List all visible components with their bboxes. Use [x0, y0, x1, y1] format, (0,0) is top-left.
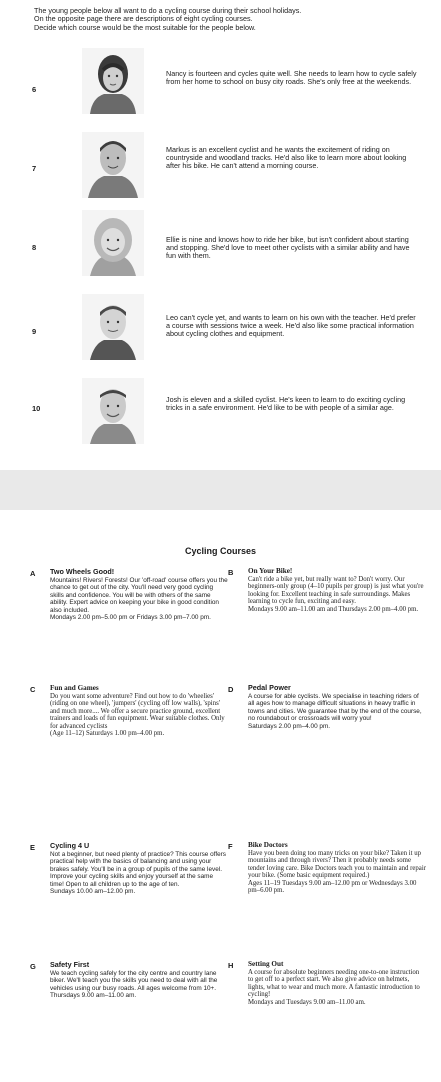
course-times: Thursdays 9.00 am–11.00 am.: [50, 992, 137, 1000]
person-description: Leo can't cycle yet, and wants to learn on his own with the teacher. He'd prefer a course with sessions twice a week. He'd also like some practical information about cycling clothes and equipment.: [166, 313, 416, 339]
question-number: 7: [32, 164, 37, 173]
course-letter: A: [30, 569, 36, 578]
instruction-line-1: The young people below all want to do a cycling course during their school holidays.: [34, 6, 302, 15]
course-name: Pedal Power: [248, 683, 291, 692]
person-description: Josh is eleven and a skilled cyclist. He's keen to learn to do exciting cycling tricks in a safe environment. He'd like to be with people of a similar age.: [166, 395, 406, 413]
course-letter: E: [30, 843, 36, 852]
course-description: We teach cycling safely for the city centre and country lane biker. We'll teach you the skills you need to deal with all the vehicles using our busy roads. All ages welcome from 10+.: [50, 969, 218, 992]
portrait-photo: [82, 210, 144, 276]
course-name: Safety First: [50, 960, 90, 969]
course-times: Mondays 9.00 am–11.00 am and Thursdays 2.00 pm–4.00 pm.: [248, 605, 419, 613]
portrait-photo: [82, 132, 144, 198]
person-row: [0, 132, 441, 202]
course-letter: D: [228, 685, 234, 694]
courses-title: Cycling Courses: [184, 546, 257, 556]
course-name: Bike Doctors: [248, 841, 288, 849]
course-name: Cycling 4 U: [50, 841, 90, 850]
course-times: Sundays 10.00 am–12.00 pm.: [50, 888, 136, 896]
person-row: [0, 48, 441, 118]
course-letter: B: [228, 568, 234, 577]
course-description: A course for able cyclists. We specialise in teaching riders of all ages how to manage difficult situations in heavy traffic in towns and cities. We guarantee that by the end of the course, no roundabout or crossroads will worry you!: [248, 692, 422, 723]
instructions: [34, 7, 414, 32]
instruction-line-3: Decide which course would be the most suitable for the people below.: [34, 22, 256, 32]
question-number: 8: [32, 243, 37, 252]
question-number: 10: [32, 404, 41, 413]
course-letter: C: [30, 685, 36, 694]
question-number: 6: [32, 85, 37, 94]
course-description: A course for absolute beginners needing one-to-one instruction to get off to a perfect start. We also give advice on helmets, lights, what to wear and much more. A fantastic introduction to cycling!: [248, 968, 420, 999]
course-card: [50, 842, 228, 896]
question-number: 9: [32, 327, 37, 336]
course-name: Fun and Games: [50, 684, 99, 692]
person-description: Markus is an excellent cyclist and he wants the excitement of riding on countryside and woodland tracks. He'd also like to learn more about looking after his bike. He can't attend a morning course.: [166, 145, 407, 171]
course-card: [50, 568, 228, 622]
course-card: [248, 684, 426, 730]
course-name: Two Wheels Good!: [50, 567, 115, 576]
course-times: Saturdays 2.00 pm–4.00 pm.: [248, 722, 331, 730]
course-card: [50, 961, 228, 1000]
course-letter: G: [30, 962, 36, 971]
person-row: [0, 210, 441, 280]
page-1: [0, 0, 441, 470]
course-times: (Age 11–12) Saturdays 1.00 pm–4.00 pm.: [50, 730, 165, 738]
course-card: [248, 567, 426, 613]
portrait-photo: [82, 48, 144, 114]
course-times: Mondays 2.00 pm–5.00 pm or Fridays 3.00 pm–7.00 pm.: [50, 614, 211, 622]
course-times: Mondays and Tuesdays 9.00 am–11.00 am.: [248, 998, 366, 1006]
person-row: [0, 378, 441, 448]
course-description: Can't ride a bike yet, but really want to? Don't worry. Our beginners-only group (4–10 pupils per group) is just what you're looking for. Excellent teaching in safe surroundings. Makes learning to cycle fun, exciting and easy.: [248, 575, 424, 606]
course-card: [248, 841, 426, 895]
instruction-line-2: On the opposite page there are descriptions of eight cycling courses.: [34, 14, 253, 24]
course-times: Ages 11–19 Tuesdays 9.00 am–12.00 pm or Wednesdays 3.00 pm–6.00 pm.: [248, 879, 417, 895]
course-description: Have you been doing too many tricks on your bike? Taken it up mountains and through rivers? Then it probably needs some tender loving care. Bike Doctors teach you to maintain and repair your bike. (Some basic equipment required.): [248, 849, 426, 880]
person-row: [0, 294, 441, 364]
course-card: [50, 684, 228, 738]
course-name: On Your Bike!: [248, 567, 293, 575]
course-description: Mountains! Rivers! Forests! Our 'off-road' course offers you the chance to get out of the city. You'll need very good cycling skills and confidence. You will be with others of the same ability. Expert advice on keeping your bike in good condition also included.: [50, 576, 228, 614]
portrait-photo: [82, 294, 144, 360]
course-name: Setting Out: [248, 960, 284, 968]
course-letter: F: [228, 842, 233, 851]
course-description: Not a beginner, but need plenty of practice? This course offers practical help with the basics of balancing and using your brakes safely. You'll be in a group of pupils of the same level. Improve your cycling skills and enjoy yourself at the same time! Open to all children up to the age of ten.: [50, 850, 226, 888]
person-description: Ellie is nine and knows how to ride her bike, but isn't confident about starting and stopping. She'd love to meet other cyclists with a similar ability and have fun with them.: [166, 235, 410, 261]
course-card: [248, 960, 426, 1006]
person-description: Nancy is fourteen and cycles quite well. She needs to learn how to cycle safely from her home to school on busy city roads. She's only free at the weekends.: [166, 69, 417, 87]
course-description: Do you want some adventure? Find out how to do 'wheelies' (riding on one wheel), 'jumpers' (cycling off low walls), 'spins' and much more.... We offer a secure practice ground, excellent trainers and loads of fun equipment. Wear suitable clothes. Only for advanced cyclists: [50, 692, 225, 730]
portrait-photo: [82, 378, 144, 444]
course-letter: H: [228, 961, 234, 970]
